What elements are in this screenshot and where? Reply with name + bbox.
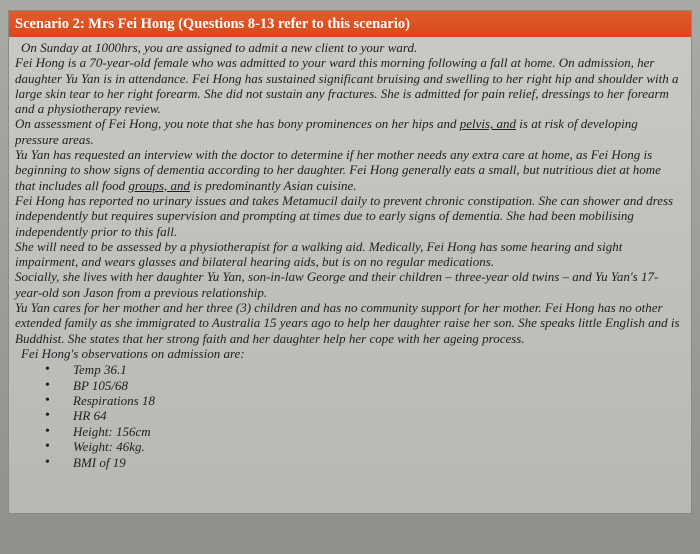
bullet-icon: • <box>45 377 50 393</box>
observation-item <box>15 424 683 439</box>
paragraph-social: Socially, she lives with her daughter Yu Yan, son-in-law George and their children – three-year old twins – and Yu Yan's 17-year-old son Jason from a previous relationship. <box>15 269 659 300</box>
paragraph-interview <box>15 147 683 193</box>
paragraph-medical: She will need to be assessed by a physiotherapist for a walking aid. Medically, Fei Hong has some hearing and sight impairment, and wears glasses and bilateral hearing aids, but is on no regular medications. <box>15 238 623 270</box>
observation-item <box>15 439 683 454</box>
interview-text-start: Yu Yan has requested an interview with the doctor to determine if her mother needs any extra care at home, as Fei Hong is beginning to show signs of dementia according to her daughter. Fei Hong generally eats a small, but nutritious diet at home that includes all food <box>15 147 661 193</box>
bullet-icon: • <box>45 362 50 378</box>
paragraph-family: Yu Yan cares for her mother and her three (3) children and has no community support for her mother. Fei Hong has no other extended family as she immigrated to Australia 15 years ago to help her daughter raise her son. She speaks little English and is Buddhist. She states that her strong faith and her daughter help her cope with her ageing process. <box>15 300 680 346</box>
observation-text: Weight: 46kg. <box>73 439 145 455</box>
paragraph-admission: Fei Hong is a 70-year-old female who was admitted to your ward this morning following a fall at home. On admission, her daughter Yu Yan is in attendance. Fei Hong has sustained significant bruising and swelling to her right hip and shoulder with a large skin tear to her right forearm. She did not sustain any fractures. She is admitted for pain relief, dressings to her forearm and a physiotherapy review. <box>15 55 679 117</box>
observation-text: Respirations 18 <box>73 393 155 409</box>
paragraph-intro: On Sunday at 1000hrs, you are assigned to admit a new client to your ward. <box>21 40 418 55</box>
observation-item <box>15 408 683 423</box>
bullet-icon: • <box>45 454 50 470</box>
observation-item <box>15 455 683 470</box>
observations-list <box>15 362 683 470</box>
scenario-body <box>9 37 691 470</box>
observation-item <box>15 393 683 408</box>
assessment-underlined-text: pelvis, and <box>459 116 517 132</box>
assessment-text-end: is at risk of developing pressure areas. <box>15 116 638 147</box>
observations-title: Fei Hong's observations on admission are: <box>21 345 245 361</box>
paragraph-continence: Fei Hong has reported no urinary issues and takes Metamucil daily to prevent chronic constipation. She can shower and dress independently but requires supervision and prompting at times due to early signs of dementia. She had been mobilising independently prior to this fall. <box>15 192 674 239</box>
scenario-header: Scenario 2: Mrs Fei Hong (Questions 8-13 refer to this scenario) <box>9 11 691 37</box>
bullet-icon: • <box>45 423 50 439</box>
bullet-icon: • <box>45 408 50 424</box>
observation-text: HR 64 <box>73 408 107 424</box>
scenario-card <box>8 10 692 514</box>
paragraph-assessment <box>15 116 683 147</box>
interview-text-end: is predominantly Asian cuisine. <box>190 177 357 193</box>
observation-text: Height: 156cm <box>73 423 151 439</box>
observation-item <box>15 378 683 393</box>
interview-underlined-text: groups, and <box>128 177 191 193</box>
observation-text: BP 105/68 <box>73 377 129 393</box>
observation-item <box>15 362 683 377</box>
bullet-icon: • <box>45 439 50 455</box>
assessment-text-start: On assessment of Fei Hong, you note that she has bony prominences on her hips and <box>15 116 460 132</box>
observation-text: Temp 36.1 <box>73 362 127 378</box>
bullet-icon: • <box>45 393 50 409</box>
observation-text: BMI of 19 <box>73 454 126 470</box>
